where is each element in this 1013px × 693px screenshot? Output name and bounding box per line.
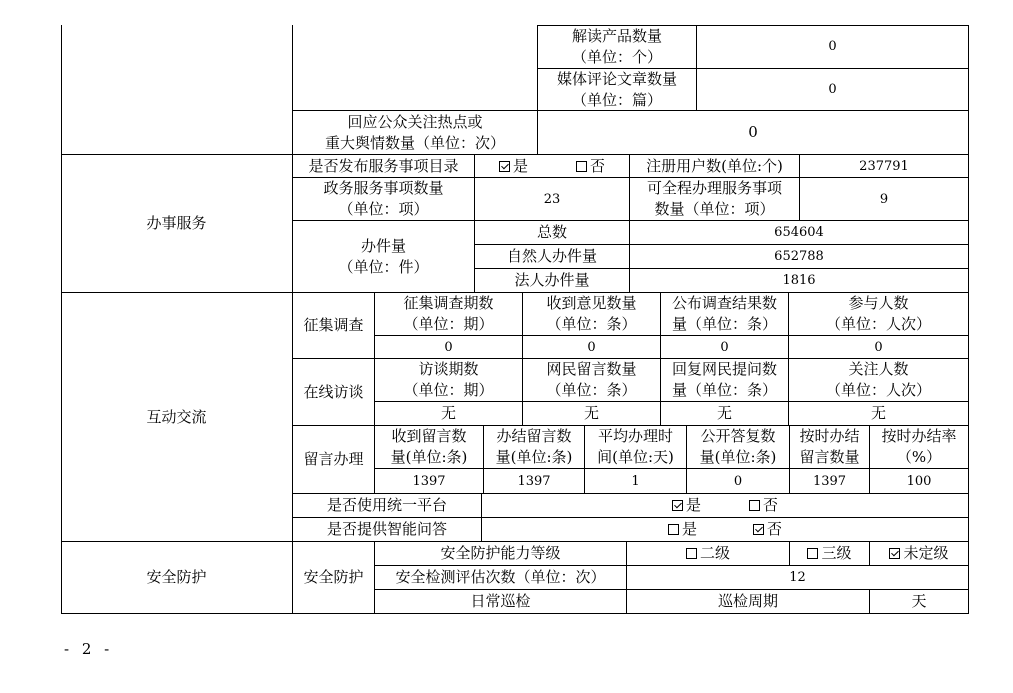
message-value: 1397 bbox=[812, 473, 847, 489]
message-value: 1397 bbox=[412, 473, 446, 489]
message-header: 按时办结 留言数量 bbox=[799, 427, 860, 466]
items-value: 23 bbox=[543, 191, 561, 207]
total-value: 654604 bbox=[774, 225, 824, 240]
fullprocess-value: 9 bbox=[879, 191, 889, 207]
message-value: 0 bbox=[733, 473, 743, 489]
grid-line-v bbox=[968, 25, 969, 614]
natural-label: 自然人办件量 bbox=[506, 247, 597, 265]
survey-label: 征集调查 bbox=[303, 316, 364, 334]
interview-header: 访谈期数 （单位：期） bbox=[403, 360, 494, 399]
legal-label: 法人办件量 bbox=[514, 271, 590, 289]
catalog-label: 是否发布服务事项目录 bbox=[308, 156, 459, 175]
hotspot-label: 回应公众关注热点或 重大舆情数量（单位：次） bbox=[324, 112, 505, 152]
checkbox-checked-icon bbox=[753, 524, 764, 535]
checkbox-empty-icon bbox=[668, 524, 679, 535]
smartqa-yes-label: 是 bbox=[681, 520, 697, 538]
catalog-no-option[interactable] bbox=[576, 156, 605, 177]
message-header: 办结留言数 量(单位:条) bbox=[495, 427, 573, 466]
smartqa-no-label: 否 bbox=[767, 520, 783, 538]
level-option-label: 二级 bbox=[699, 544, 730, 562]
registered-label: 注册用户数(单位:个) bbox=[646, 156, 783, 175]
survey-value: 0 bbox=[874, 339, 883, 355]
catalog-no-label: 否 bbox=[589, 156, 605, 175]
survey-header: 参与人数 （单位：人次） bbox=[825, 294, 931, 333]
platform-yes-label: 是 bbox=[685, 496, 701, 514]
message-value: 1 bbox=[631, 473, 640, 489]
platform-options bbox=[482, 494, 968, 517]
checkbox-checked-icon bbox=[499, 161, 510, 172]
catalog-yes-label: 是 bbox=[512, 156, 528, 175]
message-header: 收到留言数 量(单位:条) bbox=[390, 427, 468, 466]
page-number: - 2 - bbox=[64, 640, 114, 658]
media-label: 媒体评论文章数量 （单位：篇） bbox=[556, 69, 677, 109]
smartqa-options bbox=[482, 518, 968, 541]
cycle-value: 天 bbox=[911, 592, 927, 610]
level-option-undefined[interactable] bbox=[870, 542, 968, 565]
interview-value: 无 bbox=[583, 404, 599, 422]
survey-header: 公布调查结果数 量（单位：条） bbox=[671, 294, 777, 333]
media-value: 0 bbox=[828, 82, 837, 97]
section-service: 办事服务 bbox=[146, 214, 207, 232]
level-option-2[interactable] bbox=[627, 542, 789, 565]
catalog-options bbox=[475, 155, 629, 177]
eval-label: 安全检测评估次数（单位：次） bbox=[395, 568, 606, 586]
survey-value: 0 bbox=[444, 339, 453, 355]
fullprocess-label: 可全程办理服务事项 数量（单位：项） bbox=[646, 179, 782, 218]
checkbox-empty-icon bbox=[686, 548, 697, 559]
survey-value: 0 bbox=[720, 339, 729, 355]
interpret-label: 解读产品数量 （单位：个） bbox=[571, 26, 662, 66]
cycle-label: 巡检周期 bbox=[717, 592, 778, 610]
checkbox-empty-icon bbox=[807, 548, 818, 559]
patrol-label: 日常巡检 bbox=[470, 592, 531, 610]
hotspot-value: 0 bbox=[748, 123, 758, 141]
registered-value: 237791 bbox=[859, 158, 909, 174]
natural-value: 652788 bbox=[774, 249, 824, 264]
smartqa-no-option[interactable] bbox=[753, 519, 782, 540]
interview-header: 回复网民提问数 量（单位：条） bbox=[671, 360, 777, 399]
interview-header: 网民留言数量 （单位：条） bbox=[546, 360, 637, 399]
eval-value: 12 bbox=[789, 570, 806, 585]
message-header: 公开答复数 量(单位:条) bbox=[699, 427, 777, 466]
message-value: 1397 bbox=[517, 473, 551, 489]
message-header: 平均办理时 间(单位:天) bbox=[597, 427, 674, 466]
level-label: 安全防护能力等级 bbox=[440, 544, 561, 562]
section-security: 安全防护 bbox=[146, 568, 207, 586]
checkbox-checked-icon bbox=[889, 548, 900, 559]
catalog-yes-option[interactable] bbox=[499, 156, 528, 177]
message-header: 按时办结率 （%） bbox=[881, 427, 957, 466]
smartqa-yes-option[interactable] bbox=[668, 519, 697, 540]
platform-no-option[interactable] bbox=[749, 495, 778, 516]
survey-header: 征集调查期数 （单位：期） bbox=[403, 294, 494, 333]
level-option-label: 未定级 bbox=[903, 544, 949, 562]
interview-value: 无 bbox=[440, 404, 456, 422]
items-label: 政务服务事项数量 （单位：项） bbox=[323, 179, 444, 218]
message-label: 留言办理 bbox=[303, 450, 364, 468]
level-option-label: 三级 bbox=[821, 544, 852, 562]
interview-label: 在线访谈 bbox=[303, 382, 364, 401]
interview-value: 无 bbox=[716, 404, 732, 422]
platform-no-label: 否 bbox=[763, 496, 779, 514]
level-option-3[interactable] bbox=[790, 542, 869, 565]
interview-value: 无 bbox=[870, 404, 886, 422]
security-label: 安全防护 bbox=[303, 568, 364, 586]
handled-label: 办件量 （单位：件） bbox=[338, 236, 429, 276]
grid-line-h bbox=[61, 613, 969, 614]
checkbox-checked-icon bbox=[672, 500, 683, 511]
checkbox-empty-icon bbox=[749, 500, 760, 511]
smartqa-label: 是否提供智能问答 bbox=[326, 520, 447, 538]
checkbox-empty-icon bbox=[576, 161, 587, 172]
total-label: 总数 bbox=[536, 223, 567, 241]
survey-value: 0 bbox=[587, 339, 596, 355]
platform-yes-option[interactable] bbox=[672, 495, 701, 516]
message-value: 100 bbox=[906, 473, 932, 489]
platform-label: 是否使用统一平台 bbox=[326, 496, 447, 514]
interpret-value: 0 bbox=[828, 39, 837, 54]
legal-value: 1816 bbox=[782, 273, 816, 288]
section-interaction: 互动交流 bbox=[146, 407, 207, 426]
interview-header: 关注人数 （单位：人次） bbox=[825, 360, 931, 399]
survey-header: 收到意见数量 （单位：条） bbox=[546, 294, 637, 333]
